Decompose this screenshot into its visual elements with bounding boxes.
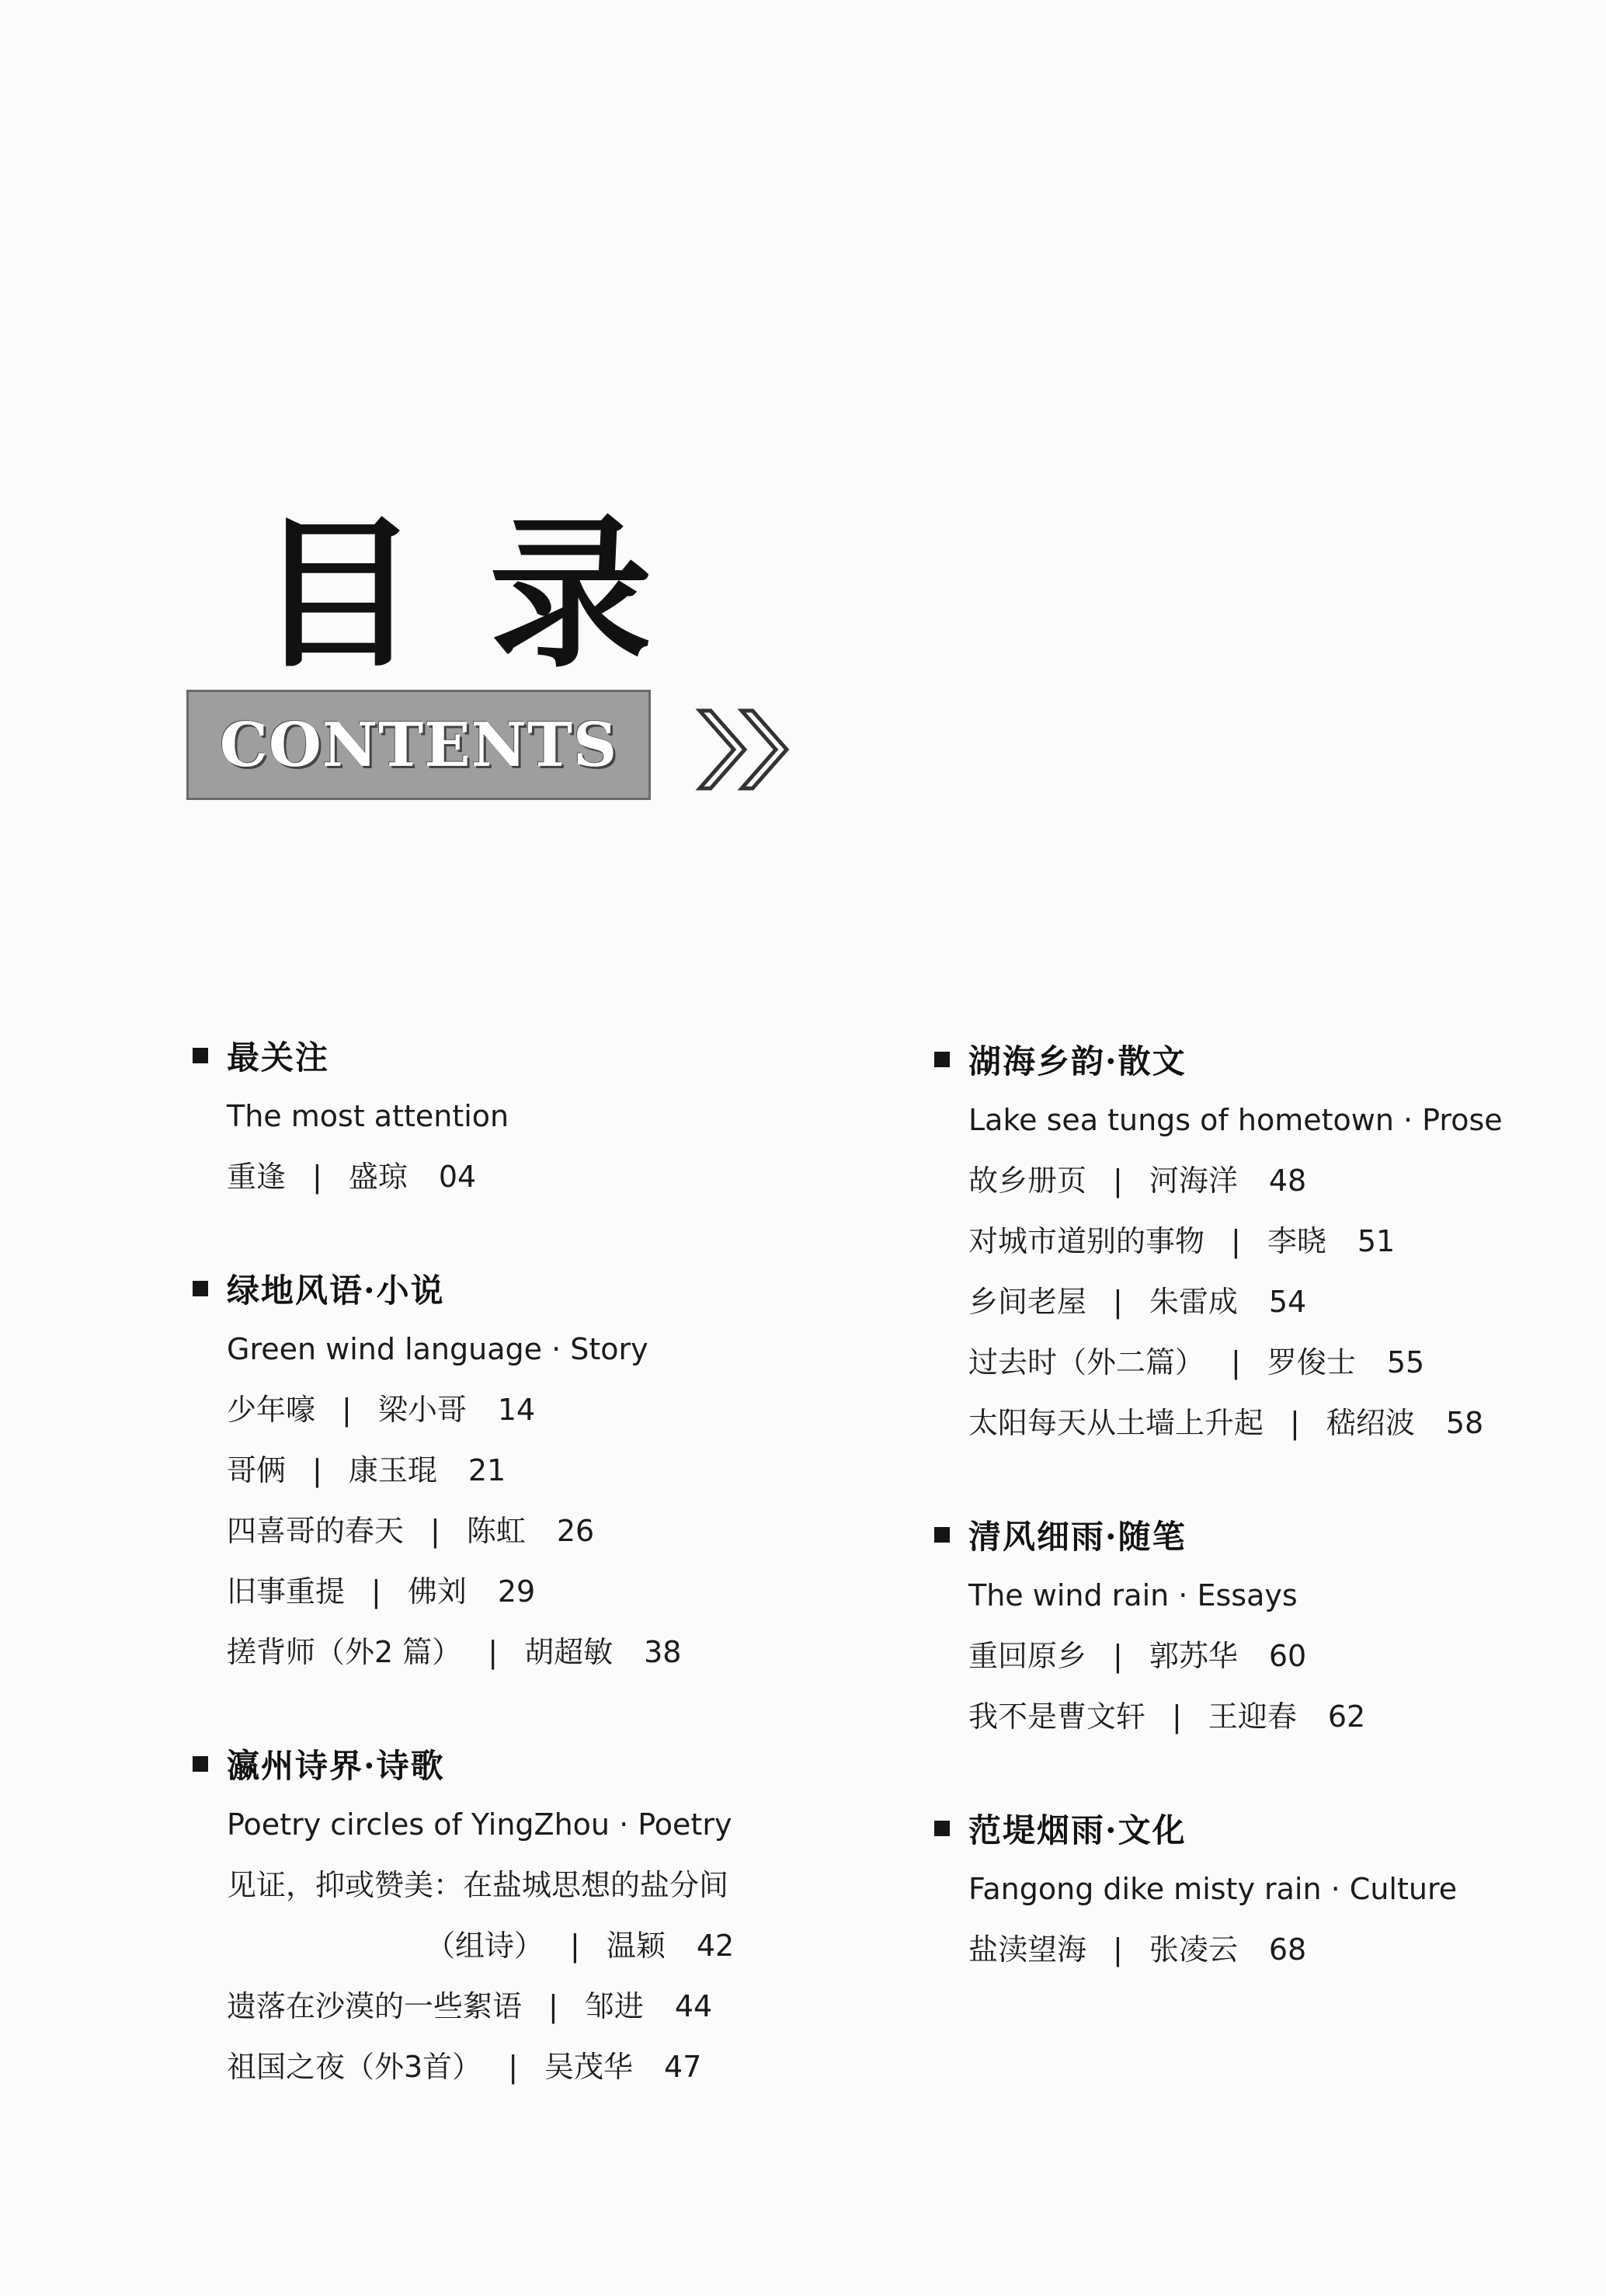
entry-page-number: 55 [1386, 1345, 1425, 1379]
entry-title: 旧事重提 [227, 1574, 346, 1609]
entry-page-number: 26 [556, 1514, 595, 1548]
entry-separator: | [570, 1929, 580, 1963]
toc-entry[interactable] [227, 2037, 829, 2097]
entry-page-number: 38 [644, 1635, 682, 1669]
entry-separator: | [1113, 1164, 1123, 1198]
entry-title: 故乡册页 [968, 1164, 1087, 1198]
entry-author: 胡超敏 [524, 1635, 614, 1669]
section-header [934, 1029, 1571, 1090]
section-header [193, 1025, 829, 1086]
entry-separator: | [342, 1393, 352, 1427]
entry-separator: | [371, 1574, 381, 1609]
section-subtitle: Green wind language · Story [227, 1332, 648, 1366]
section-subtitle: The most attention [227, 1099, 509, 1133]
section-subtitle: Fangong dike misty rain · Culture [968, 1872, 1458, 1906]
toc-entry[interactable] [227, 1501, 829, 1561]
entry-page-number: 29 [497, 1574, 536, 1609]
entry-page-number: 04 [438, 1160, 477, 1194]
entry-title: 重回原乡 [968, 1639, 1087, 1673]
entry-author: 嵇绍波 [1326, 1406, 1415, 1440]
square-bullet-icon [193, 1281, 208, 1296]
entry-author: 佛刘 [407, 1574, 467, 1609]
square-bullet-icon [193, 1756, 208, 1772]
square-bullet-icon [193, 1048, 208, 1063]
entry-page-number: 48 [1268, 1164, 1307, 1198]
entry-separator: | [1113, 1932, 1123, 1967]
toc-entry[interactable] [227, 1146, 829, 1207]
entry-separator: | [1231, 1224, 1241, 1258]
page-title: 目录 [256, 498, 723, 690]
toc-entry[interactable] [227, 1561, 829, 1622]
toc-entry[interactable] [227, 1622, 829, 1682]
entry-page-number: 44 [674, 1989, 713, 2023]
entry-title: （组诗） [426, 1929, 544, 1963]
toc-entry[interactable] [227, 1440, 829, 1501]
toc-entry[interactable] [968, 1271, 1571, 1332]
entry-title: 盐渎望海 [968, 1932, 1087, 1967]
section-title: 最关注 [227, 1038, 330, 1077]
section-subtitle: Lake sea tungs of hometown · Prose [968, 1103, 1503, 1137]
toc-entry[interactable] [968, 1393, 1571, 1453]
section-title: 清风细雨·随笔 [968, 1518, 1187, 1556]
entry-title: 四喜哥的春天 [227, 1514, 405, 1548]
toc-section [193, 1734, 829, 2097]
entry-separator: | [1113, 1639, 1123, 1673]
entry-separator: | [1290, 1406, 1300, 1440]
right-column [934, 1029, 1571, 2031]
entry-author: 张凌云 [1149, 1932, 1238, 1967]
entry-author: 李晓 [1267, 1224, 1326, 1258]
entry-title: 重逢 [227, 1160, 287, 1194]
entry-page-number: 54 [1268, 1285, 1307, 1319]
double-chevron-icon [694, 703, 798, 796]
entry-page-number: 51 [1357, 1224, 1396, 1258]
section-title: 瀛州诗界·诗歌 [227, 1747, 445, 1785]
toc-entry[interactable] [968, 1150, 1571, 1211]
section-title: 湖海乡韵·散文 [968, 1042, 1187, 1080]
square-bullet-icon [934, 1527, 950, 1543]
entry-author: 梁小哥 [377, 1393, 467, 1427]
entry-title: 搓背师（外2 篇） [227, 1635, 462, 1669]
entry-separator: | [430, 1514, 440, 1548]
entry-separator: | [1113, 1285, 1123, 1319]
left-column [193, 1025, 829, 2148]
toc-section [193, 1258, 829, 1682]
entry-title: 哥俩 [227, 1453, 287, 1487]
entry-author: 朱雷成 [1149, 1285, 1238, 1319]
entry-page-number: 21 [468, 1453, 506, 1487]
entry-title: 对城市道别的事物 [968, 1224, 1205, 1258]
entry-title: 我不是曹文轩 [968, 1699, 1146, 1734]
toc-entry[interactable] [227, 1976, 829, 2037]
entry-page-number: 62 [1327, 1699, 1366, 1734]
entry-page-number: 14 [497, 1393, 536, 1427]
square-bullet-icon [934, 1821, 950, 1836]
entry-title: 见证，抑或赞美：在盐城思想的盐分间 [227, 1868, 729, 1902]
toc-section [193, 1025, 829, 1207]
entry-separator: | [1172, 1699, 1182, 1734]
entry-page-number: 60 [1268, 1639, 1307, 1673]
toc-entry[interactable] [968, 1211, 1571, 1271]
entry-author: 吴茂华 [544, 2050, 634, 2084]
section-subtitle: Poetry circles of YingZhou · Poetry [227, 1807, 732, 1842]
entry-title: 乡间老屋 [968, 1285, 1087, 1319]
entry-page-number: 42 [696, 1929, 735, 1963]
entry-author: 河海洋 [1149, 1164, 1238, 1198]
entry-title: 少年嚎 [227, 1393, 316, 1427]
toc-section [934, 1798, 1571, 1980]
entry-author: 盛琼 [348, 1160, 408, 1194]
contents-label: CONTENTS [219, 709, 618, 781]
entry-separator: | [508, 2050, 518, 2084]
entry-title: 祖国之夜（外3首） [227, 2050, 482, 2084]
entry-author: 陈虹 [466, 1514, 526, 1548]
section-header [193, 1734, 829, 1794]
square-bullet-icon [934, 1052, 950, 1067]
entry-author: 康玉琨 [348, 1453, 437, 1487]
entry-page-number: 58 [1445, 1406, 1484, 1440]
entry-title: 太阳每天从土墙上升起 [968, 1406, 1264, 1440]
section-header [934, 1798, 1571, 1859]
entry-author: 郭苏华 [1149, 1639, 1238, 1673]
entry-separator: | [488, 1635, 499, 1669]
toc-entry[interactable] [227, 1379, 829, 1440]
entry-title: 过去时（外二篇） [968, 1345, 1205, 1379]
contents-banner [186, 690, 651, 800]
entry-page-number: 47 [664, 2050, 702, 2084]
toc-entry[interactable] [968, 1686, 1571, 1747]
entry-author: 邹进 [584, 1989, 644, 2023]
toc-section [934, 1029, 1571, 1453]
toc-entry[interactable] [968, 1332, 1571, 1393]
section-title: 范堤烟雨·文化 [968, 1811, 1187, 1849]
entry-page-number: 68 [1268, 1932, 1307, 1967]
toc-entry[interactable] [426, 1915, 829, 1976]
entry-separator: | [1231, 1345, 1241, 1379]
entry-author: 王迎春 [1208, 1699, 1297, 1734]
entry-author: 温颖 [606, 1929, 666, 1963]
entry-title: 遗落在沙漠的一些絮语 [227, 1989, 523, 2023]
entry-separator: | [312, 1160, 322, 1194]
toc-entry[interactable] [227, 1855, 829, 1915]
entry-separator: | [548, 1989, 558, 2023]
toc-entry[interactable] [968, 1626, 1571, 1686]
section-header [934, 1505, 1571, 1565]
toc-entry[interactable] [968, 1919, 1571, 1980]
entry-separator: | [312, 1453, 322, 1487]
section-header [193, 1258, 829, 1319]
toc-section [934, 1505, 1571, 1747]
section-title: 绿地风语·小说 [227, 1271, 445, 1310]
section-subtitle: The wind rain · Essays [968, 1578, 1298, 1612]
entry-author: 罗俊士 [1267, 1345, 1356, 1379]
